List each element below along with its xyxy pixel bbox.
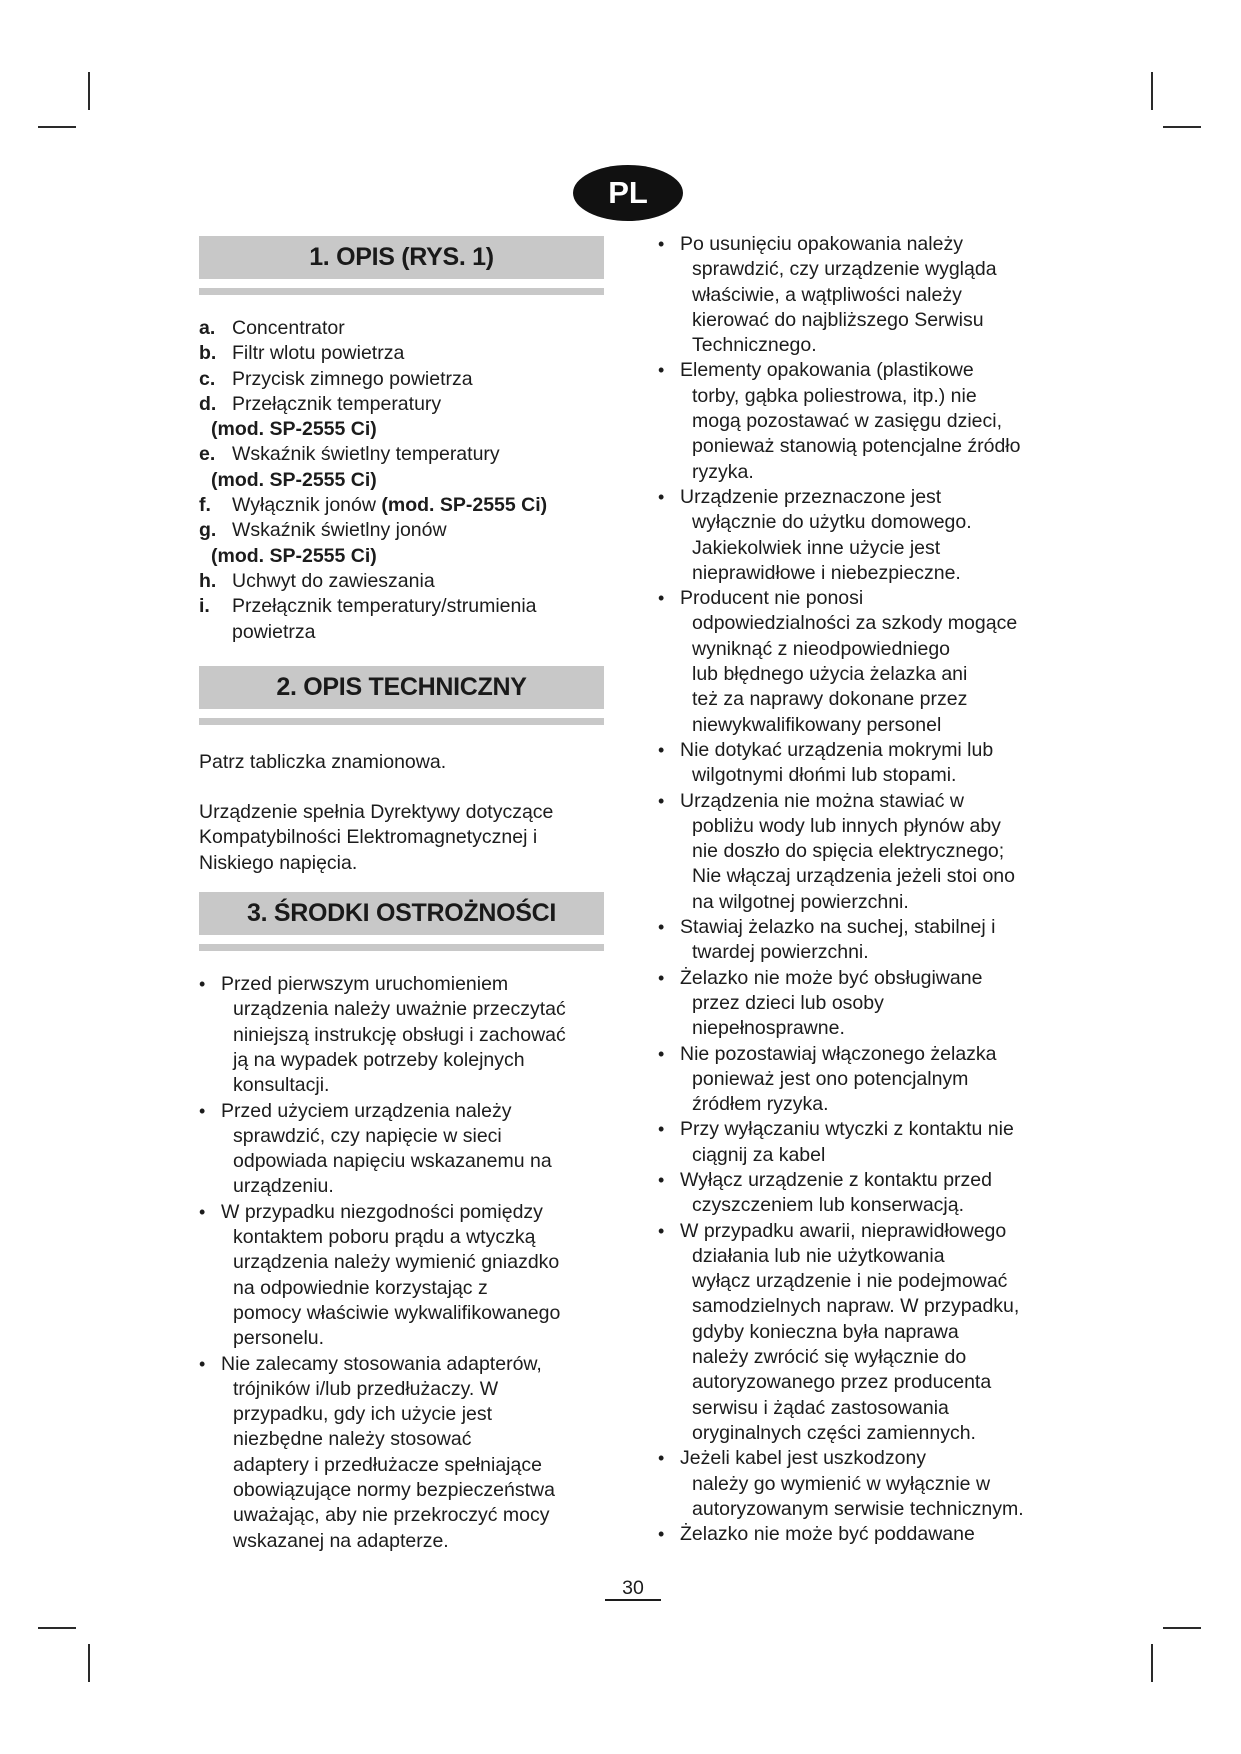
bullet-line: Żelazko nie może być poddawane — [680, 1523, 975, 1546]
item-letter: a. — [199, 317, 216, 339]
bullet-line: Nie zalecamy stosowania adapterów, — [221, 1352, 542, 1375]
bullet-icon: • — [199, 1100, 206, 1121]
crop-mark — [88, 72, 90, 110]
bullet-line: właściwie, a wątpliwości należy — [692, 283, 962, 306]
bullet-line: ryzyka. — [692, 460, 754, 483]
bullet-text — [680, 1446, 1078, 1522]
bullet-icon: • — [658, 967, 665, 988]
bullet-line: autoryzowanym serwisie technicznym. — [692, 1497, 1024, 1520]
bullet-text — [680, 358, 1078, 484]
bullet-line: Wyłącz urządzenie z kontaktu przed — [680, 1168, 992, 1191]
bullet-line: Żelazko nie może być obsługiwane — [680, 966, 983, 989]
item-letter: c. — [199, 367, 216, 390]
item-text-main: Wyłącznik jonów — [232, 494, 382, 517]
bullet-text — [680, 915, 1078, 966]
bullet-text — [680, 1219, 1078, 1447]
bullet-line: wyłącznie do użytku domowego. — [692, 511, 972, 534]
bullet-icon: • — [658, 234, 665, 254]
bullet-item — [199, 1200, 604, 1352]
list-item — [199, 594, 604, 645]
bullet-text — [680, 789, 1078, 915]
language-badge: PL — [573, 165, 683, 221]
bullet-line: też za naprawy dokonane przez — [692, 688, 968, 711]
item-letter: d. — [199, 392, 217, 415]
bullet-item — [199, 1352, 604, 1554]
bullet-icon: • — [658, 1220, 665, 1241]
bullet-line: źródłem ryzyka. — [692, 1093, 829, 1116]
bullet-text — [680, 586, 1078, 738]
bullet-line: Przed pierwszym uruchomieniem — [221, 973, 509, 996]
bullet-line: Jakiekolwiek inne użycie jest — [692, 536, 941, 559]
bullet-item — [658, 966, 1078, 1042]
bullet-line: Nie dotykać urządzenia mokrymi lub — [680, 738, 994, 761]
bullet-line: torby, gąbka poliestrowa, itp.) nie — [692, 384, 977, 407]
bullet-item — [658, 1522, 1078, 1547]
list-item — [199, 316, 604, 341]
bullet-item — [199, 972, 604, 1098]
bullet-line: Producent nie ponosi — [680, 587, 864, 610]
bullet-line: urządzenia należy uważnie przeczytać — [233, 998, 566, 1021]
bullet-line: mogą pozostawać w zasięgu dzieci, — [692, 410, 1002, 433]
text-line: Niskiego napięcia. — [199, 851, 358, 874]
item-letter: g. — [199, 519, 217, 542]
item-text: Przełącznik temperatury — [232, 392, 442, 415]
bullet-line: twardej powierzchni. — [692, 941, 869, 964]
right-column — [658, 232, 1078, 1547]
item-letter: b. — [199, 342, 217, 365]
bullet-line: Po usunięciu opakowania należy — [680, 233, 963, 255]
list-item — [199, 392, 604, 417]
bullet-line: ponieważ stanowią potencjalne źródło — [692, 435, 1021, 458]
item-letter: e. — [199, 443, 216, 466]
precautions-list-left — [199, 972, 604, 1554]
bullet-line: Nie włączaj urządzenia jeżeli stoi ono — [692, 865, 1015, 888]
crop-mark — [1163, 1627, 1201, 1629]
bullet-line: urządzeniu. — [233, 1175, 334, 1198]
bullet-item — [658, 232, 1078, 358]
bullet-line: uważając, aby nie przekroczyć mocy — [233, 1504, 550, 1527]
list-item — [199, 518, 604, 543]
bullet-icon: • — [658, 1043, 665, 1064]
bullet-line: czyszczeniem lub konserwacją. — [692, 1194, 965, 1217]
section-divider — [199, 288, 604, 295]
bullet-line: wskazanej na adapterze. — [233, 1529, 449, 1552]
item-letter: h. — [199, 569, 217, 592]
bullet-text — [680, 966, 1078, 1042]
list-item — [199, 367, 604, 392]
bullet-text — [680, 1168, 1078, 1219]
item-text: Wskaźnik świetlny jonów — [232, 519, 447, 542]
bullet-line: trójników i/lub przedłużaczy. W — [233, 1377, 499, 1400]
bullet-line: niewykwalifikowany personel — [692, 713, 942, 736]
left-column — [199, 236, 604, 1554]
bullet-line: na wilgotnej powierzchni. — [692, 890, 909, 913]
bullet-icon: • — [658, 1524, 665, 1545]
bullet-text — [680, 485, 1078, 586]
bullet-icon: • — [658, 360, 665, 381]
bullet-icon: • — [199, 1353, 206, 1374]
page-number: 30 — [605, 1577, 661, 1601]
bullet-line: niezbędne należy stosować — [233, 1428, 472, 1451]
item-model-inline: (mod. SP-2555 Ci) — [381, 494, 548, 517]
bullet-line: Przy wyłączaniu wtyczki z kontaktu nie — [680, 1118, 1014, 1141]
bullet-line: ponieważ jest ono potencjalnym — [692, 1067, 969, 1090]
bullet-line: ciągnij za kabel — [692, 1143, 826, 1166]
bullet-line: działania lub nie użytkowania — [692, 1244, 945, 1267]
bullet-line: urządzenia należy wymienić gniazdko — [233, 1251, 560, 1274]
bullet-text — [680, 232, 1078, 358]
bullet-line: niniejszą instrukcję obsługi i zachować — [233, 1023, 566, 1046]
bullet-line: odpowiada napięciu wskazanemu na — [233, 1150, 552, 1173]
bullet-text — [221, 1099, 604, 1200]
item-text: Uchwyt do zawieszania — [232, 569, 435, 592]
bullet-line: sprawdzić, czy napięcie w sieci — [233, 1124, 502, 1147]
text-line: Kompatybilności Elektromagnetycznej i — [199, 826, 538, 849]
item-text: Concentrator — [232, 317, 345, 339]
list-item — [199, 569, 604, 594]
item-text-line: powietrza — [232, 620, 316, 643]
bullet-line: W przypadku niezgodności pomiędzy — [221, 1200, 543, 1223]
text-line: Urządzenie spełnia Dyrektywy dotyczące — [199, 801, 554, 824]
bullet-line: serwisu i żądać zastosowania — [692, 1396, 949, 1419]
item-text-line: Przełącznik temperatury/strumienia — [232, 595, 537, 618]
bullet-line: sprawdzić, czy urządzenie wygląda — [692, 258, 997, 281]
bullet-line: kierować do najbliższego Serwisu — [692, 308, 984, 331]
crop-mark — [38, 126, 76, 128]
parts-list — [199, 316, 604, 645]
item-text: Przycisk zimnego powietrza — [232, 367, 473, 390]
section-divider — [199, 944, 604, 951]
bullet-icon: • — [658, 1448, 665, 1469]
bullet-item — [658, 485, 1078, 586]
bullet-text — [680, 1117, 1078, 1168]
bullet-line: Urządzenie przeznaczone jest — [680, 485, 942, 508]
item-model: (mod. SP-2555 Ci) — [211, 468, 377, 491]
bullet-line: przez dzieci lub osoby — [692, 991, 884, 1014]
bullet-icon: • — [658, 739, 665, 760]
section-heading-srodki-ostroznosci: 3. ŚRODKI OSTROŻNOŚCI — [199, 892, 604, 935]
bullet-text — [680, 1522, 1078, 1547]
bullet-line: Nie pozostawiaj włączonego żelazka — [680, 1042, 997, 1065]
bullet-line: wilgotnymi dłońmi lub stopami. — [692, 764, 957, 787]
bullet-line: Elementy opakowania (plastikowe — [680, 359, 974, 382]
section-heading-opis-techniczny: 2. OPIS TECHNICZNY — [199, 666, 604, 709]
bullet-line: obowiązujące normy bezpieczeństwa — [233, 1478, 555, 1501]
bullet-text — [680, 738, 1078, 789]
bullet-icon: • — [658, 917, 665, 938]
bullet-item — [658, 1042, 1078, 1118]
bullet-text — [221, 1352, 604, 1554]
list-item — [199, 442, 604, 467]
bullet-icon: • — [658, 790, 665, 811]
item-text: Wskaźnik świetlny temperatury — [232, 443, 500, 466]
bullet-line: wyłącz urządzenie i nie podejmować — [692, 1270, 1008, 1293]
item-model: (mod. SP-2555 Ci) — [211, 418, 377, 441]
crop-mark — [88, 1644, 90, 1682]
bullet-item — [658, 1219, 1078, 1447]
item-model: (mod. SP-2555 Ci) — [211, 544, 377, 567]
bullet-item — [658, 915, 1078, 966]
bullet-line: niepełnosprawne. — [692, 1017, 845, 1040]
crop-mark — [1151, 72, 1153, 110]
bullet-icon: • — [658, 588, 665, 609]
bullet-line: pobliżu wody lub innych płynów aby — [692, 814, 1001, 837]
item-text — [232, 594, 604, 645]
bullet-item — [658, 789, 1078, 915]
bullet-icon: • — [658, 1119, 665, 1140]
section-divider — [199, 718, 604, 725]
bullet-line: przypadku, gdy ich użycie jest — [233, 1403, 493, 1426]
bullet-line: Technicznego. — [692, 334, 817, 357]
list-item — [199, 341, 604, 366]
bullet-item — [658, 358, 1078, 484]
bullet-line: gdyby konieczna była naprawa — [692, 1320, 959, 1343]
bullet-line: samodzielnych napraw. W przypadku, — [692, 1295, 1020, 1318]
bullet-line: W przypadku awarii, nieprawidłowego — [680, 1219, 1007, 1242]
bullet-line: odpowiedzialności za szkody mogące — [692, 612, 1018, 635]
bullet-line: wyniknąć z nieodpowiedniego — [692, 637, 951, 660]
bullet-line: Urządzenia nie można stawiać w — [680, 789, 964, 812]
bullet-line: pomocy właściwie wykwalifikowanego — [233, 1301, 561, 1324]
bullet-icon: • — [658, 1169, 665, 1190]
item-letter: i. — [199, 595, 210, 618]
bullet-text — [221, 1200, 604, 1352]
bullet-line: nieprawidłowe i niebezpieczne. — [692, 561, 961, 584]
bullet-line: kontaktem poboru prądu a wtyczką — [233, 1226, 536, 1249]
bullet-line: lub błędnego użycia żelazka ani — [692, 663, 968, 686]
bullet-line: oryginalnych części zamiennych. — [692, 1421, 976, 1444]
bullet-item — [658, 1117, 1078, 1168]
bullet-line: autoryzowanego przez producenta — [692, 1371, 992, 1394]
crop-mark — [38, 1627, 76, 1629]
item-text — [232, 493, 604, 518]
bullet-line: personelu. — [233, 1327, 325, 1350]
list-item — [199, 493, 604, 518]
bullet-item — [658, 586, 1078, 738]
paragraph-rating-plate: Patrz tabliczka znamionowa. — [199, 750, 447, 773]
bullet-icon: • — [658, 486, 665, 507]
precautions-list-right — [658, 232, 1078, 1547]
bullet-line: Przed użyciem urządzenia należy — [221, 1099, 512, 1122]
bullet-line: nie doszło do spięcia elektrycznego; — [692, 840, 1005, 863]
bullet-line: adaptery i przedłużacze spełniające — [233, 1453, 542, 1476]
bullet-line: Jeżeli kabel jest uszkodzony — [680, 1447, 927, 1470]
crop-mark — [1163, 126, 1201, 128]
bullet-line: należy zwrócić się wyłącznie do — [692, 1346, 967, 1369]
bullet-line: konsultacji. — [233, 1074, 330, 1097]
paragraph-directives — [199, 800, 604, 876]
bullet-line: należy go wymienić w wyłącznie w — [692, 1472, 991, 1495]
bullet-icon: • — [199, 1201, 206, 1222]
item-letter: f. — [199, 494, 211, 517]
bullet-line: Stawiaj żelazko na suchej, stabilnej i — [680, 916, 996, 939]
bullet-item — [658, 1446, 1078, 1522]
bullet-icon: • — [199, 974, 206, 995]
bullet-text — [221, 972, 604, 1098]
bullet-item — [199, 1099, 604, 1200]
bullet-item — [658, 1168, 1078, 1219]
item-text: Filtr wlotu powietrza — [232, 342, 405, 365]
crop-mark — [1151, 1644, 1153, 1682]
section-heading-opis: 1. OPIS (RYS. 1) — [199, 236, 604, 279]
bullet-line: ją na wypadek potrzeby kolejnych — [233, 1048, 525, 1071]
bullet-item — [658, 738, 1078, 789]
bullet-text — [680, 1042, 1078, 1118]
bullet-line: na odpowiednie korzystając z — [233, 1276, 488, 1299]
